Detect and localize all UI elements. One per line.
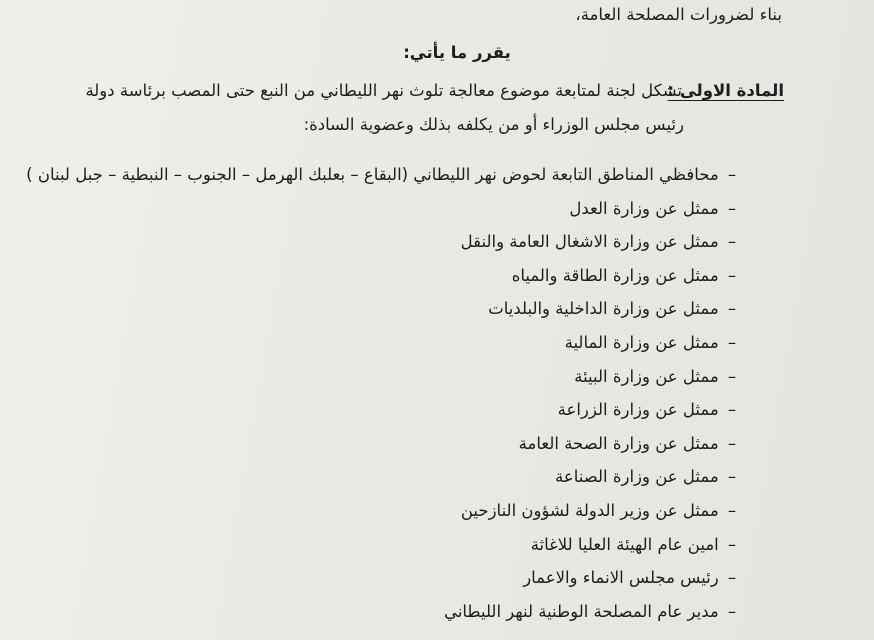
list-item <box>0 427 740 461</box>
member-text: ممثل عن وزارة الطاقة والمياه <box>511 265 719 285</box>
dash-marker: – <box>727 366 737 386</box>
dash-marker: – <box>727 299 737 319</box>
dash-marker: – <box>727 165 737 184</box>
member-text: ممثل عن وزارة البيئة <box>574 366 719 386</box>
member-text: ممثل عن وزارة الداخلية والبلديات <box>488 299 719 319</box>
member-text: محافظي المناطق التابعة لحوض نهر الليطاني (البقاع – بعلبك الهرمل – الجنوب – النبطية – جبل لبنان ) <box>26 165 719 184</box>
article-one-label: المادة الاولى : <box>667 81 784 100</box>
member-text: ممثل عن وزارة المالية <box>564 332 719 352</box>
member-text: ممثل عن وزارة الصناعة <box>555 467 719 487</box>
dash-marker: – <box>727 400 737 420</box>
list-item <box>0 360 740 394</box>
member-text: ممثل عن وزارة العدل <box>569 198 719 218</box>
list-item <box>0 528 740 562</box>
dash-marker: – <box>727 467 737 487</box>
member-text: ممثل عن وزير الدولة لشؤون النازحين <box>460 500 719 520</box>
list-item <box>0 595 740 629</box>
member-text: ممثل عن وزارة الزراعة <box>557 400 719 420</box>
member-text: ممثل عن وزارة الاشغال العامة والنقل <box>460 232 719 252</box>
list-item <box>0 494 740 528</box>
intro-line: بناء لضرورات المصلحة العامة، <box>575 5 782 24</box>
dash-marker: – <box>727 601 737 621</box>
dash-marker: – <box>727 433 737 453</box>
list-item <box>0 225 740 259</box>
dash-marker: – <box>727 500 737 520</box>
list-item <box>0 192 740 226</box>
member-text: امين عام الهيئة العليا للاغاثة <box>530 534 719 554</box>
member-text: ممثل عن وزارة الصحة العامة <box>518 433 719 453</box>
dash-marker: – <box>727 265 737 285</box>
member-text: مدير عام المصلحة الوطنية لنهر الليطاني <box>444 601 719 621</box>
dash-marker: – <box>727 198 737 218</box>
decision-heading-text: يقرر ما يأتي: <box>403 43 511 62</box>
member-text: رئيس مجلس الانماء والاعمار <box>523 568 719 588</box>
list-item <box>0 326 740 360</box>
dash-marker: – <box>727 232 737 252</box>
article-one-text: تشكل لجنة لمتابعة موضوع معالجة تلوث نهر الليطاني من النبع حتى المصب برئاسة دولة <box>85 81 682 100</box>
list-item <box>0 292 740 326</box>
dash-marker: – <box>727 332 737 352</box>
list-item <box>0 393 740 427</box>
dash-marker: – <box>727 568 737 588</box>
article-one-text-continued: رئيس مجلس الوزراء أو من يكلفه بذلك وعضوية السادة: <box>303 115 684 134</box>
dash-marker: – <box>727 534 737 554</box>
list-item <box>0 460 740 494</box>
list-item <box>0 561 740 595</box>
list-item <box>0 259 740 293</box>
committee-members-list <box>0 158 740 628</box>
list-item <box>0 158 740 192</box>
decision-heading <box>0 42 874 64</box>
